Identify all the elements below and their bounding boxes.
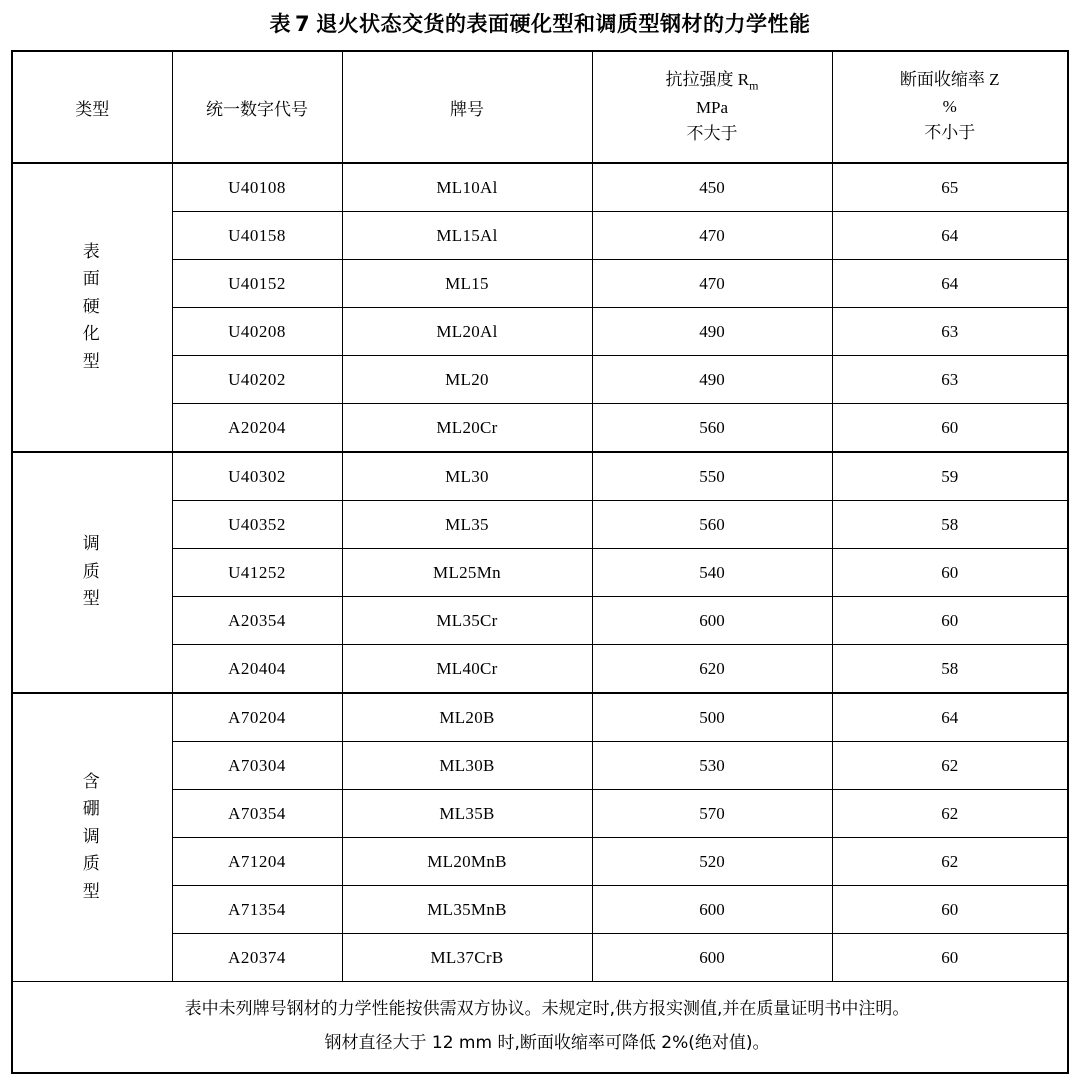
cell-grade: ML20MnB bbox=[342, 838, 592, 886]
table-label: 表 bbox=[269, 12, 291, 36]
cell-reduction-of-area: 62 bbox=[832, 790, 1068, 838]
mechanical-properties-table bbox=[11, 50, 1069, 1074]
cell-code: U40302 bbox=[172, 452, 342, 501]
cell-code: U41252 bbox=[172, 549, 342, 597]
cell-code: U40108 bbox=[172, 163, 342, 212]
table-notes bbox=[12, 982, 1068, 1074]
cell-grade: ML10Al bbox=[342, 163, 592, 212]
cell-tensile-strength: 620 bbox=[592, 645, 832, 694]
group-type-cell: 调 质 型 bbox=[12, 452, 172, 693]
cell-reduction-of-area: 60 bbox=[832, 404, 1068, 453]
header-rm-unit: MPa bbox=[695, 97, 729, 117]
header-rm-limit: 不大于 bbox=[686, 123, 738, 143]
cell-reduction-of-area: 64 bbox=[832, 260, 1068, 308]
header-type: 类型 bbox=[12, 51, 172, 163]
cell-grade: ML40Cr bbox=[342, 645, 592, 694]
header-z-unit: % bbox=[942, 96, 957, 116]
table-row bbox=[12, 163, 1068, 212]
header-row bbox=[12, 51, 1068, 163]
cell-tensile-strength: 520 bbox=[592, 838, 832, 886]
cell-reduction-of-area: 60 bbox=[832, 886, 1068, 934]
cell-grade: ML37CrB bbox=[342, 934, 592, 982]
cell-grade: ML15Al bbox=[342, 212, 592, 260]
cell-grade: ML35MnB bbox=[342, 886, 592, 934]
header-tensile-strength bbox=[592, 51, 832, 163]
cell-code: U40152 bbox=[172, 260, 342, 308]
cell-reduction-of-area: 63 bbox=[832, 356, 1068, 404]
page-title bbox=[10, 0, 1070, 50]
table-number: 7 bbox=[294, 12, 311, 36]
cell-tensile-strength: 570 bbox=[592, 790, 832, 838]
cell-grade: ML20B bbox=[342, 693, 592, 742]
cell-code: A20354 bbox=[172, 597, 342, 645]
cell-reduction-of-area: 64 bbox=[832, 212, 1068, 260]
cell-code: A20374 bbox=[172, 934, 342, 982]
cell-tensile-strength: 450 bbox=[592, 163, 832, 212]
cell-code: U40202 bbox=[172, 356, 342, 404]
cell-tensile-strength: 550 bbox=[592, 452, 832, 501]
cell-grade: ML20Cr bbox=[342, 404, 592, 453]
cell-grade: ML15 bbox=[342, 260, 592, 308]
cell-code: U40208 bbox=[172, 308, 342, 356]
header-code: 统一数字代号 bbox=[172, 51, 342, 163]
cell-code: A20204 bbox=[172, 404, 342, 453]
cell-tensile-strength: 490 bbox=[592, 356, 832, 404]
header-z-text: 断面收缩率 Z bbox=[899, 70, 1000, 90]
cell-tensile-strength: 490 bbox=[592, 308, 832, 356]
cell-tensile-strength: 470 bbox=[592, 260, 832, 308]
cell-grade: ML30B bbox=[342, 742, 592, 790]
table-row bbox=[12, 693, 1068, 742]
cell-grade: ML25Mn bbox=[342, 549, 592, 597]
cell-code: U40352 bbox=[172, 501, 342, 549]
cell-grade: ML20Al bbox=[342, 308, 592, 356]
cell-reduction-of-area: 60 bbox=[832, 934, 1068, 982]
cell-code: A71354 bbox=[172, 886, 342, 934]
cell-reduction-of-area: 65 bbox=[832, 163, 1068, 212]
cell-reduction-of-area: 60 bbox=[832, 597, 1068, 645]
cell-reduction-of-area: 63 bbox=[832, 308, 1068, 356]
group-type-cell: 表 面 硬 化 型 bbox=[12, 163, 172, 452]
note-line-2: 钢材直径大于 12 mm 时,断面收缩率可降低 2%(绝对值)。 bbox=[324, 1033, 770, 1053]
header-grade: 牌号 bbox=[342, 51, 592, 163]
table-notes-row bbox=[12, 982, 1068, 1074]
cell-grade: ML35Cr bbox=[342, 597, 592, 645]
header-rm-subscript: m bbox=[749, 78, 759, 93]
cell-grade: ML35B bbox=[342, 790, 592, 838]
cell-code: A70354 bbox=[172, 790, 342, 838]
cell-tensile-strength: 600 bbox=[592, 886, 832, 934]
header-z-limit: 不小于 bbox=[924, 123, 976, 143]
cell-reduction-of-area: 58 bbox=[832, 501, 1068, 549]
cell-code: A70304 bbox=[172, 742, 342, 790]
table-row bbox=[12, 452, 1068, 501]
cell-tensile-strength: 560 bbox=[592, 501, 832, 549]
header-reduction-of-area bbox=[832, 51, 1068, 163]
cell-code: A70204 bbox=[172, 693, 342, 742]
cell-tensile-strength: 500 bbox=[592, 693, 832, 742]
cell-tensile-strength: 600 bbox=[592, 597, 832, 645]
cell-grade: ML35 bbox=[342, 501, 592, 549]
cell-tensile-strength: 560 bbox=[592, 404, 832, 453]
header-rm-text: 抗拉强度 R bbox=[665, 69, 750, 89]
cell-reduction-of-area: 62 bbox=[832, 742, 1068, 790]
cell-grade: ML30 bbox=[342, 452, 592, 501]
table-body bbox=[12, 163, 1068, 1073]
cell-reduction-of-area: 64 bbox=[832, 693, 1068, 742]
cell-reduction-of-area: 59 bbox=[832, 452, 1068, 501]
cell-code: A71204 bbox=[172, 838, 342, 886]
table-header bbox=[12, 51, 1068, 163]
note-line-1: 表中未列牌号钢材的力学性能按供需双方协议。未规定时,供方报实测值,并在质量证明书中注明。 bbox=[184, 999, 910, 1019]
cell-tensile-strength: 600 bbox=[592, 934, 832, 982]
cell-reduction-of-area: 60 bbox=[832, 549, 1068, 597]
cell-reduction-of-area: 58 bbox=[832, 645, 1068, 694]
cell-tensile-strength: 530 bbox=[592, 742, 832, 790]
cell-grade: ML20 bbox=[342, 356, 592, 404]
cell-code: U40158 bbox=[172, 212, 342, 260]
cell-reduction-of-area: 62 bbox=[832, 838, 1068, 886]
cell-tensile-strength: 540 bbox=[592, 549, 832, 597]
cell-code: A20404 bbox=[172, 645, 342, 694]
table-title-text: 退火状态交货的表面硬化型和调质型钢材的力学性能 bbox=[316, 12, 811, 36]
group-type-cell: 含 硼 调 质 型 bbox=[12, 693, 172, 982]
cell-tensile-strength: 470 bbox=[592, 212, 832, 260]
